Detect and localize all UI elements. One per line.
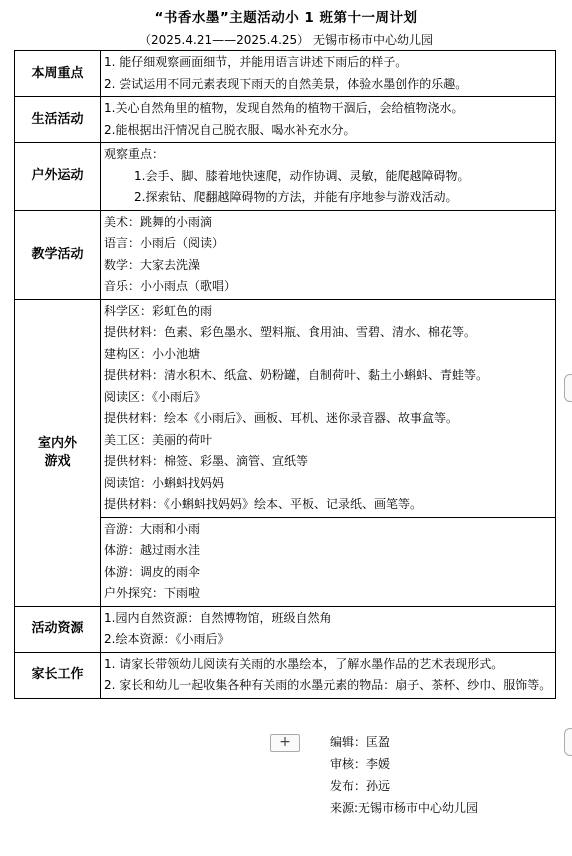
table-row-resources bbox=[15, 606, 556, 652]
indoor-line-5: 阅读区：《小雨后》 bbox=[104, 389, 207, 404]
row-content-games bbox=[101, 299, 556, 606]
row-label-teaching: 教学活动 bbox=[15, 210, 101, 299]
page-subtitle: （2025.4.21——2025.4.25） 无锡市杨市中心幼儿园 bbox=[139, 33, 433, 47]
row-label-outdoor: 户外运动 bbox=[15, 143, 101, 211]
indoor-line-10: 提供材料：《小蝌蚪找妈妈》绘本、平板、记录纸、画笔等。 bbox=[104, 497, 423, 511]
add-row-button[interactable]: + bbox=[270, 734, 300, 752]
indoor-line-3: 建构区：小小池塘 bbox=[104, 346, 201, 361]
row-content-outdoor bbox=[101, 143, 556, 211]
indoor-line-2: 提供材料：色素、彩色墨水、塑料瓶、食用油、雪碧、清水、棉花等。 bbox=[104, 325, 477, 339]
outdoor-game-line-3: 体游：调皮的雨伞 bbox=[104, 564, 201, 579]
parents-line-2: 2. 家长和幼儿一起收集各种有关雨的水墨元素的物品：扇子、茶杯、纱巾、服饰等。 bbox=[104, 678, 552, 692]
games-divider bbox=[101, 517, 555, 518]
row-label-resources: 活动资源 bbox=[15, 606, 101, 652]
games-label-line-1: 室内外 bbox=[37, 435, 77, 451]
indoor-line-6: 提供材料：绘本《小雨后》、画板、耳机、迷你录音器、故事盒等。 bbox=[104, 411, 459, 425]
teaching-line-3: 数学：大家去洗澡 bbox=[104, 257, 201, 272]
table-row-teaching bbox=[15, 210, 556, 299]
weekly-plan-table bbox=[14, 50, 556, 699]
indoor-line-7: 美工区：美丽的荷叶 bbox=[104, 432, 213, 447]
games-label-line-2: 游戏 bbox=[44, 453, 71, 469]
focus-line-2: 2. 尝试运用不同元素表现下雨天的自然美景，体验水墨创作的乐趣。 bbox=[104, 76, 468, 91]
footer-publisher: 发布：孙远 bbox=[330, 779, 391, 793]
row-content-focus bbox=[101, 51, 556, 97]
outdoor-line-2: 1.会手、脚、膝着地快速爬，动作协调、灵敏，能爬越障碍物。 bbox=[134, 168, 470, 183]
table-row-games bbox=[15, 299, 556, 606]
table-resize-handle[interactable] bbox=[564, 374, 572, 402]
outdoor-game-line-2: 体游：越过雨水洼 bbox=[104, 543, 201, 557]
table-row-life bbox=[15, 97, 556, 143]
row-content-teaching bbox=[101, 210, 556, 299]
parents-line-1: 1. 请家长带领幼儿阅读有关雨的水墨绘本，了解水墨作品的艺术表现形式。 bbox=[104, 656, 504, 671]
life-line-2: 2.能根据出汗情况自己脱衣服、喝水补充水分。 bbox=[104, 122, 356, 137]
row-label-parents: 家长工作 bbox=[15, 652, 101, 698]
table-row-focus bbox=[15, 51, 556, 97]
footer-credits bbox=[330, 731, 478, 819]
outdoor-game-line-4: 户外探究：下雨啦 bbox=[104, 586, 201, 600]
row-label-games bbox=[15, 299, 101, 606]
teaching-line-1: 美术：跳舞的小雨滴 bbox=[104, 214, 213, 229]
row-label-life: 生活活动 bbox=[15, 97, 101, 143]
row-content-parents bbox=[101, 652, 556, 698]
indoor-line-8: 提供材料：棉签、彩墨、滴管、宣纸等 bbox=[104, 454, 309, 468]
indoor-line-9: 阅读馆：小蝌蚪找妈妈 bbox=[104, 475, 225, 490]
page-title: “书香水墨”主题活动小 1 班第十一周计划 bbox=[154, 10, 418, 26]
resources-line-2: 2.绘本资源：《小雨后》 bbox=[104, 632, 230, 646]
focus-line-1: 1. 能仔细观察画面细节，并能用语言讲述下雨后的样子。 bbox=[104, 55, 408, 69]
outdoor-line-1: 观察重点： bbox=[104, 147, 165, 161]
resources-line-1: 1.园内自然资源：自然博物馆，班级自然角 bbox=[104, 610, 332, 625]
footer-reviewer: 审核：李媛 bbox=[330, 757, 391, 771]
row-content-life bbox=[101, 97, 556, 143]
footer-source: 来源:无锡市杨市中心幼儿园 bbox=[330, 801, 479, 815]
footer-editor: 编辑：匡盈 bbox=[330, 735, 391, 749]
indoor-line-1: 科学区：彩虹色的雨 bbox=[104, 303, 213, 318]
outdoor-line-3: 2.探索钻、爬翻越障碍物的方法，并能有序地参与游戏活动。 bbox=[134, 190, 458, 204]
teaching-line-4: 音乐：小小雨点（歌唱） bbox=[104, 279, 237, 293]
teaching-line-2: 语言：小雨后（阅读） bbox=[104, 236, 225, 250]
table-resize-handle-bottom[interactable] bbox=[564, 728, 572, 756]
table-row-outdoor bbox=[15, 143, 556, 211]
life-line-1: 1.关心自然角里的植物，发现自然角的植物干涸后，会给植物浇水。 bbox=[104, 101, 464, 115]
table-row-parents bbox=[15, 652, 556, 698]
indoor-line-4: 提供材料：清水积木、纸盒、奶粉罐，自制荷叶、黏土小蝌蚪、青蛙等。 bbox=[104, 368, 489, 382]
row-label-focus: 本周重点 bbox=[15, 51, 101, 97]
outdoor-game-line-1: 音游：大雨和小雨 bbox=[104, 521, 201, 536]
row-content-resources bbox=[101, 606, 556, 652]
